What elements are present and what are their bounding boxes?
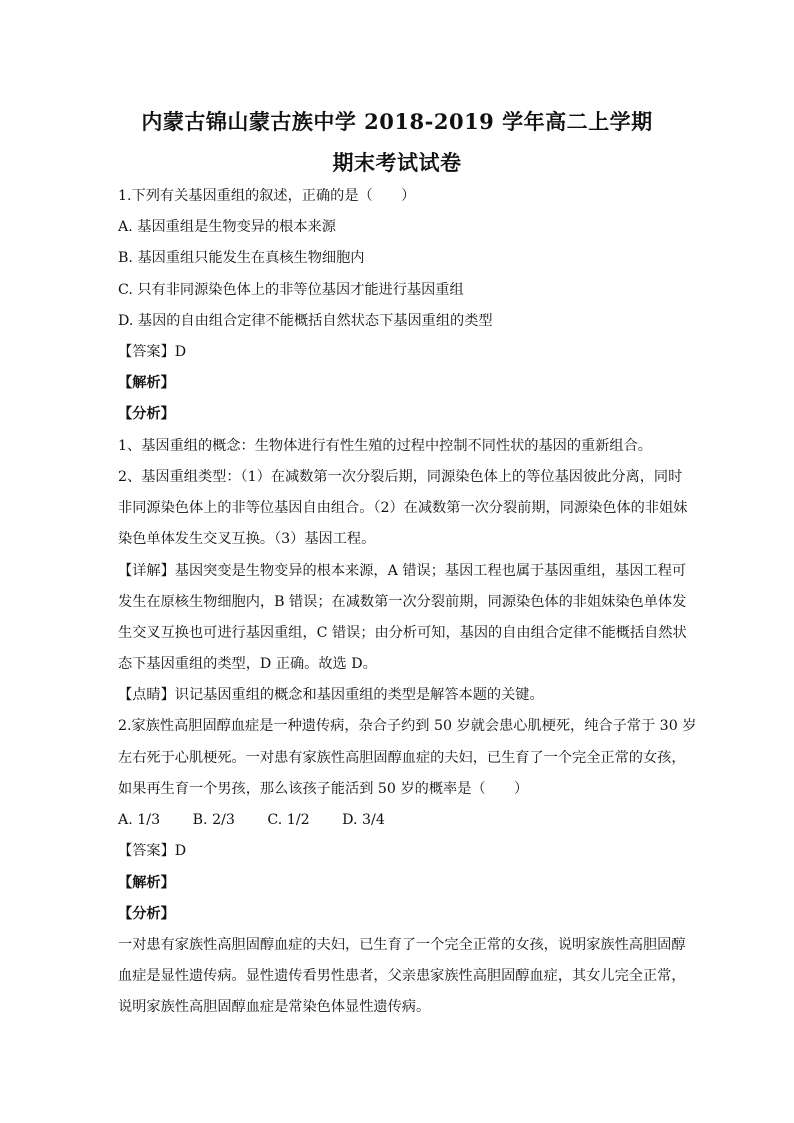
q1-analysis-line4: 染色单体发生交叉互换。（3）基因工程。 [118,531,376,547]
q2-answer: 【答案】D [118,843,187,859]
q1-fenxi-label: 【分析】 [118,406,175,422]
q1-option-c: C. 只有非同源染色体上的非等位基因才能进行基因重组 [118,282,464,298]
document-title-line1: 内蒙古锦山蒙古族中学 2018-2019 学年高二上学期 [141,109,653,134]
q1-detail-line3: 生交叉互换也可进行基因重组，C 错误；由分析可知，基因的自由组合定律不能概括自然状 [118,625,687,641]
q1-jiexi-label: 【解析】 [118,375,175,391]
q2-jiexi-label: 【解析】 [118,875,175,891]
q2-analysis-line1: 一对患有家族性高胆固醇血症的夫妇，已生育了一个完全正常的女孩，说明家族性高胆固醇 [118,937,686,953]
q2-option-a: A. 1/3 [118,812,161,828]
q1-option-b: B. 基因重组只能发生在真核生物细胞内 [118,250,365,266]
q2-option-c: C. 1/2 [267,812,310,828]
q1-detail-line1: 【详解】基因突变是生物变异的根本来源，A 错误；基因工程也属于基因重组，基因工程可 [118,563,687,579]
q1-option-a: A. 基因重组是生物变异的根本来源 [118,219,336,235]
q2-option-b: B. 2/3 [192,812,235,828]
q2-stem-line2: 左右死于心肌梗死。一对患有家族性高胆固醇血症的夫妇，已生育了一个完全正常的女孩， [118,750,686,766]
q2-stem-line1: 2.家族性高胆固醇血症是一种遗传病，杂合子约到 50 岁就会患心肌梗死，纯合子常于 30 岁 [118,718,697,734]
q1-detail-line4: 态下基因重组的类型，D 正确。故选 D。 [118,656,377,672]
q1-answer: 【答案】D [118,344,187,360]
q1-stem: 1.下列有关基因重组的叙述，正确的是（ ） [118,188,416,204]
q1-option-d: D. 基因的自由组合定律不能概括自然状态下基因重组的类型 [118,313,493,329]
q1-analysis-line2: 2、基因重组类型：（1）在减数第一次分裂后期，同源染色体上的等位基因彼此分离，同时 [118,469,683,485]
q1-analysis-line1: 1、基因重组的概念：生物体进行有性生殖的过程中控制不同性状的基因的重新组合。 [118,438,652,454]
q2-option-d: D. 3/4 [342,812,385,828]
q2-analysis-line3: 说明家族性高胆固醇血症是常染色体显性遗传病。 [118,999,431,1015]
q1-tip: 【点睛】识记基因重组的概念和基因重组的类型是解答本题的关键。 [118,687,544,703]
q2-analysis-line2: 血症是显性遗传病。显性遗传看男性患者，父亲患家族性高胆固醇血症，其女儿完全正常， [118,968,686,984]
document-title-line2: 期末考试试卷 [332,150,462,175]
q1-detail-line2: 发生在原核生物细胞内，B 错误；在减数第一次分裂前期，同源染色体的非姐妹染色单体发 [118,594,687,610]
q1-analysis-line3: 非同源染色体上的非等位基因自由组合。（2）在减数第一次分裂前期，同源染色体的非姐妹 [118,500,688,516]
q2-options-row [118,811,413,829]
q2-stem-line3: 如果再生育一个男孩，那么该孩子能活到 50 岁的概率是（ ） [118,781,529,797]
q2-fenxi-label: 【分析】 [118,906,175,922]
